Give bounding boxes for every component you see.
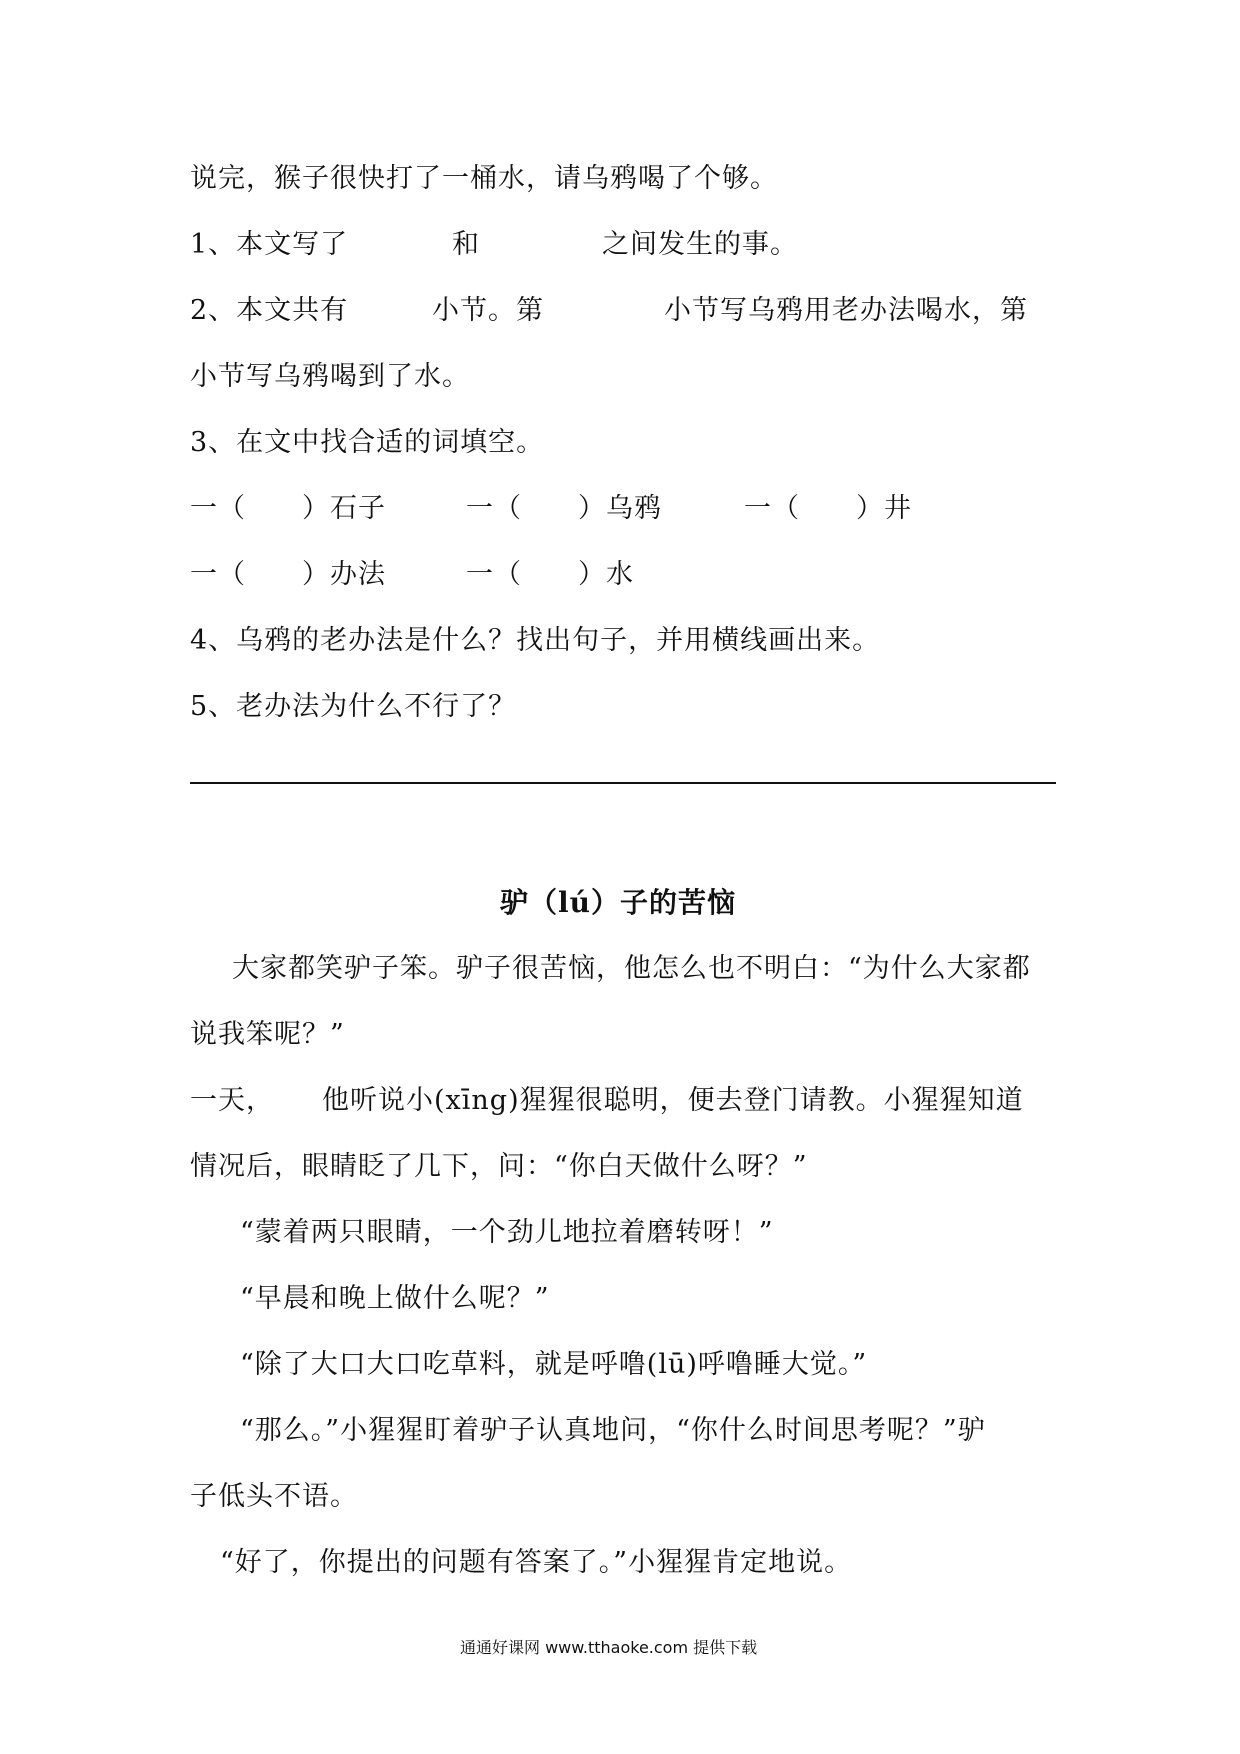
- paragraph-line: “好了，你提出的问题有答案了。”小猩猩肯定地说。: [220, 1547, 853, 1578]
- paragraph-line: “早晨和晚上做什么呢？”: [240, 1283, 550, 1314]
- question-2-part-d: 小节写乌鸦喝到了水。: [190, 361, 470, 392]
- question-3: 3、在文中找合适的词填空。: [190, 427, 545, 458]
- fill-item: 一（ ）乌鸦: [466, 493, 662, 524]
- paragraph-line: 情况后，眼睛眨了几下，问：“你白天做什么呀？”: [190, 1151, 808, 1182]
- paragraph-line: “除了大口大口吃草料，就是呼噜(lū)呼噜睡大觉。”: [240, 1349, 868, 1380]
- fill-item: 一（ ）井: [744, 493, 912, 524]
- answer-line: [190, 782, 1056, 784]
- footer-source: 通通好课网 www.tthaoke.com 提供下载: [460, 1638, 758, 1657]
- fill-item: 一（ ）水: [466, 559, 634, 590]
- paragraph-line: 一天，: [190, 1085, 274, 1116]
- question-2-part-b: 小节。第: [432, 295, 544, 326]
- question-1-part-a: 1、本文写了: [190, 229, 349, 260]
- question-1-part-c: 之间发生的事。: [602, 229, 798, 260]
- question-1-part-b: 和: [452, 229, 480, 260]
- question-4: 4、乌鸦的老办法是什么？找出句子，并用横线画出来。: [190, 625, 881, 656]
- fill-item: 一（ ）办法: [190, 559, 386, 590]
- question-5: 5、老办法为什么不行了？: [190, 691, 517, 722]
- paragraph-line: 子低头不语。: [190, 1481, 358, 1512]
- intro-sentence: 说完，猴子很快打了一桶水，请乌鸦喝了个够。: [190, 163, 778, 194]
- question-2-part-c: 小节写乌鸦用老办法喝水，第: [664, 295, 1028, 326]
- paragraph-line: 说我笨呢？”: [190, 1019, 345, 1050]
- paragraph-line: “蒙着两只眼睛，一个劲儿地拉着磨转呀！”: [240, 1217, 774, 1248]
- story-title: 驴（lú）子的苦恼: [500, 886, 736, 919]
- fill-item: 一（ ）石子: [190, 493, 386, 524]
- paragraph-line: 大家都笑驴子笨。驴子很苦恼，他怎么也不明白：“为什么大家都: [232, 953, 1031, 984]
- paragraph-line: 他听说小(xīng)猩猩很聪明，便去登门请教。小猩猩知道: [322, 1085, 1024, 1116]
- paragraph-line: “那么。”小猩猩盯着驴子认真地问，“你什么时间思考呢？”驴: [240, 1415, 986, 1446]
- question-2-part-a: 2、本文共有: [190, 295, 349, 326]
